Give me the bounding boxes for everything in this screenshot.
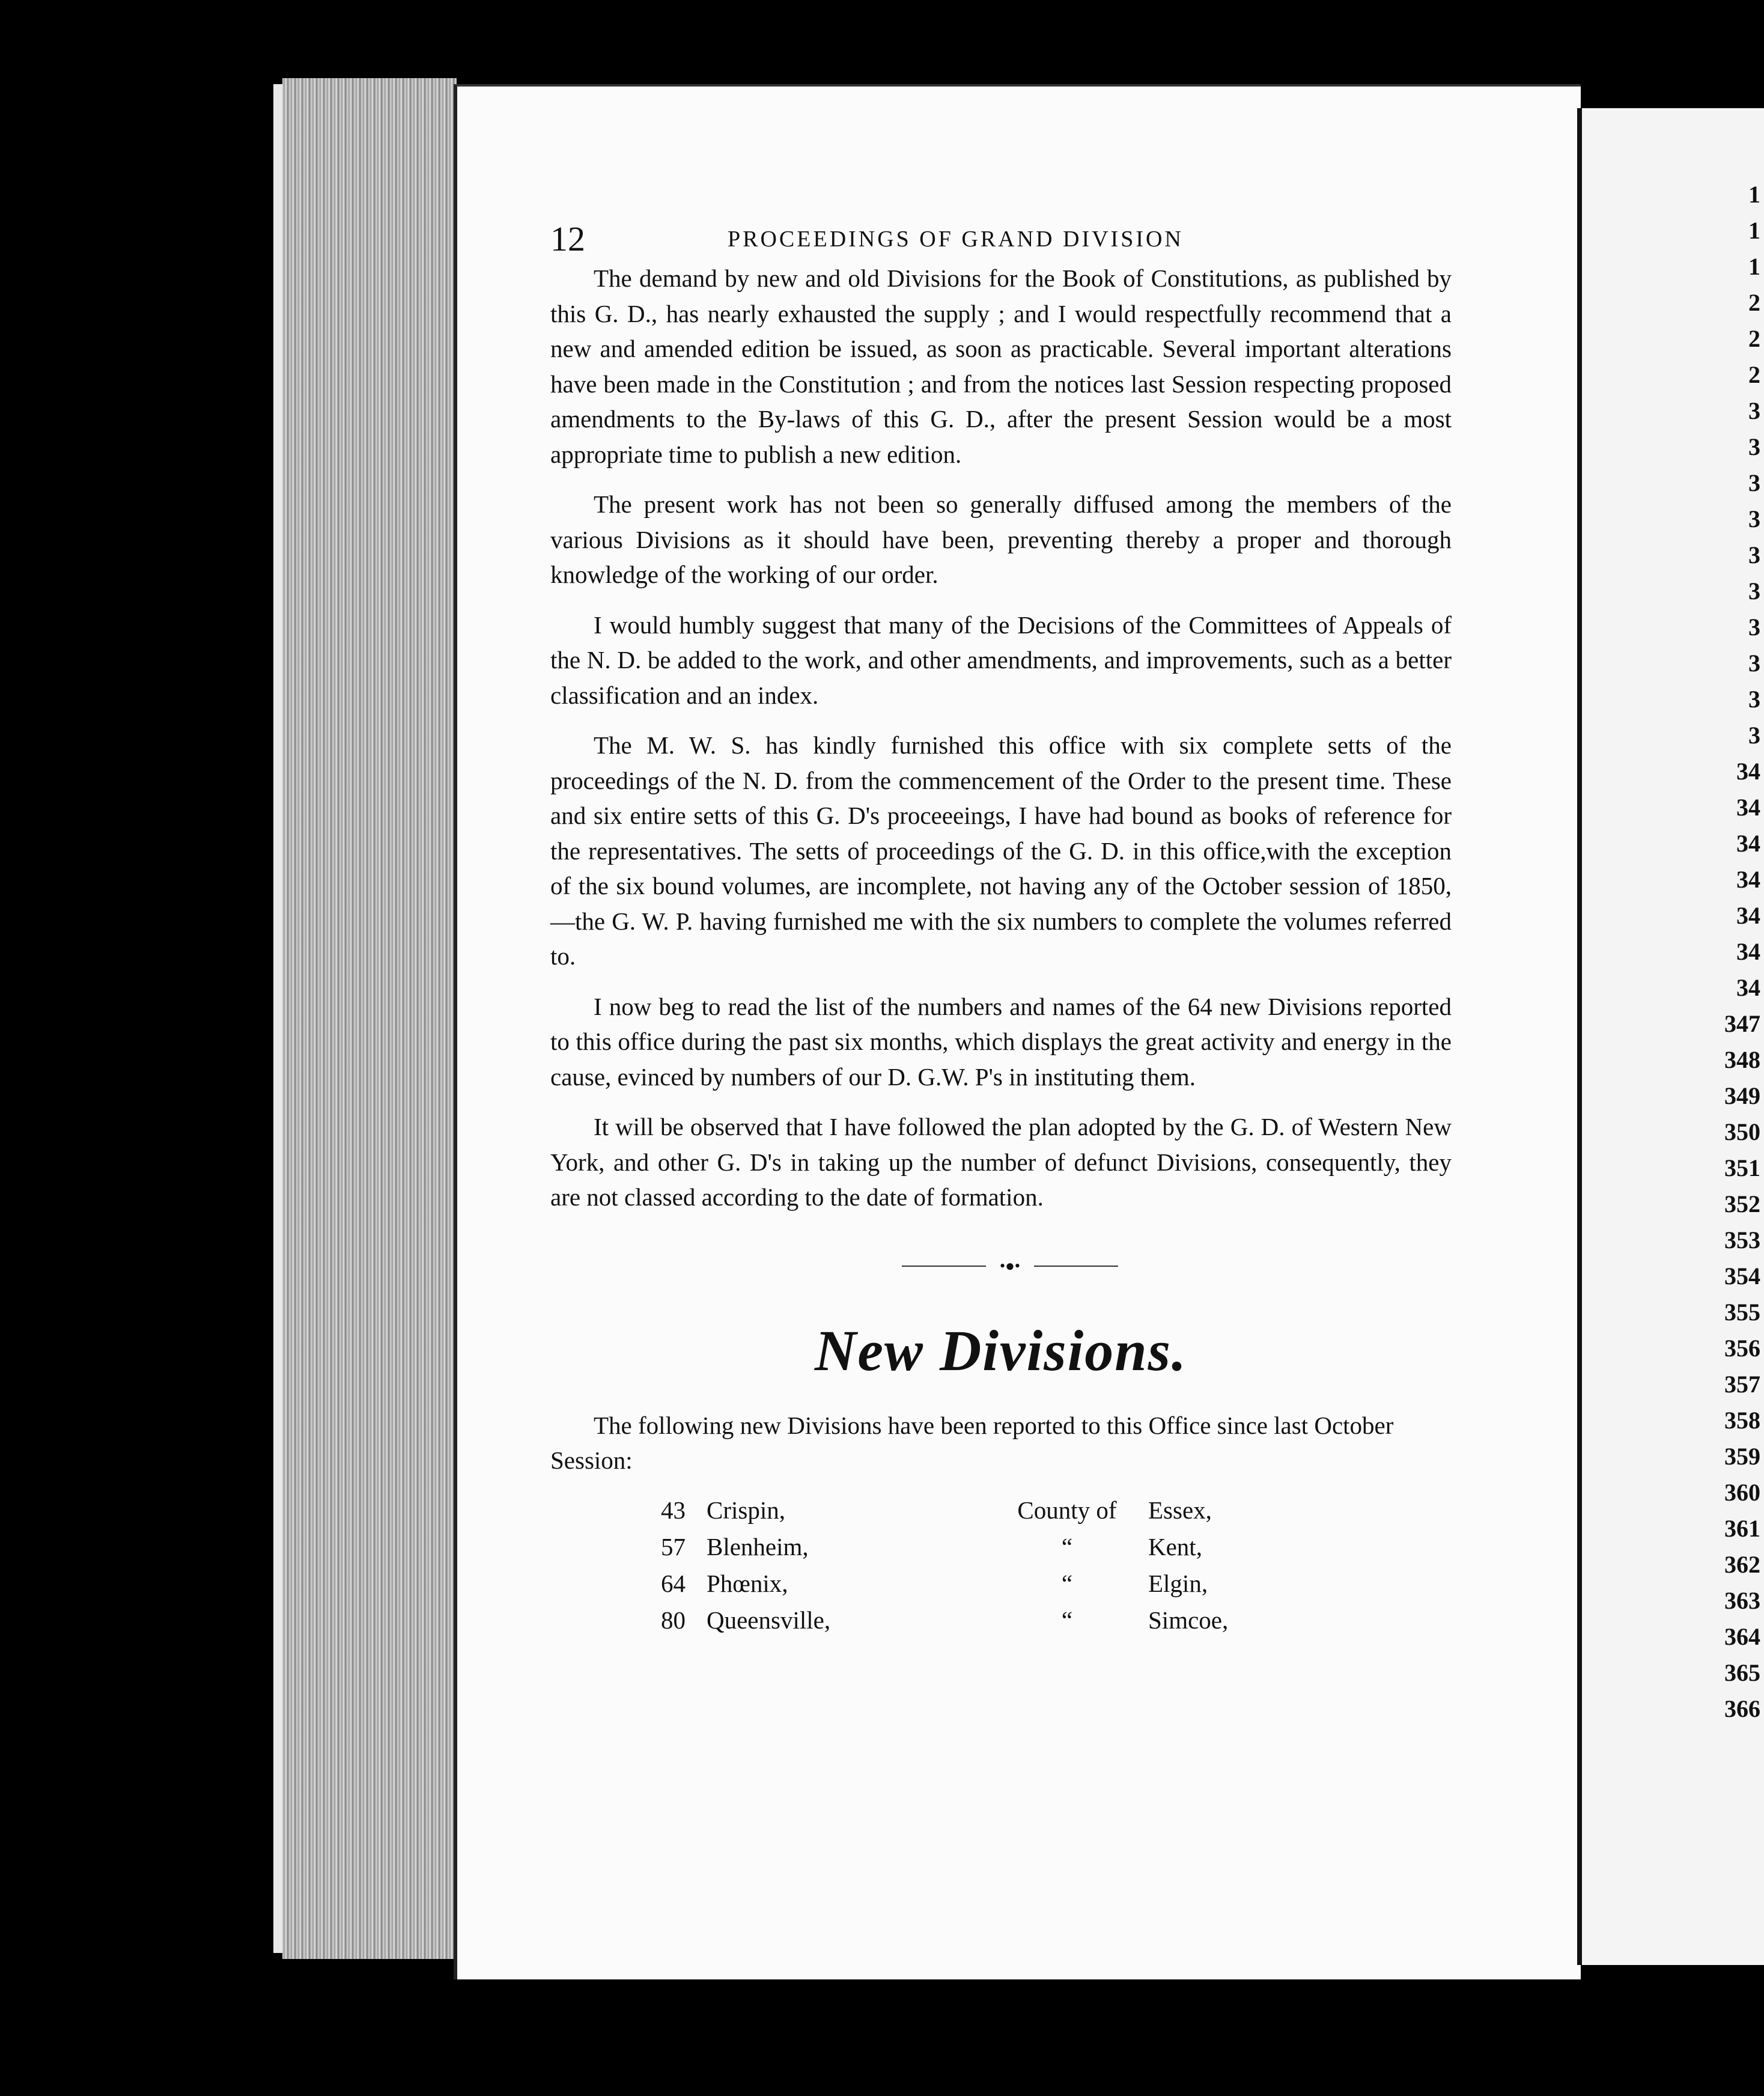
edge-line-number: 351 <box>1724 1154 1760 1181</box>
table-row <box>649 1606 1340 1642</box>
division-number: 43 <box>661 1496 686 1524</box>
edge-line-number: 353 <box>1724 1226 1760 1254</box>
table-row <box>649 1569 1340 1606</box>
division-county-label: “ <box>1061 1569 1073 1597</box>
paragraph-setts: The M. W. S. has kindly furnished this office with six complete setts of the proceedings of the N. D. from the commencement of the Order to the present time. These and six entire setts of this G. D's proceeeings, I have had bound as books of reference for the representatives. The setts of proceedings of the G. D. in this office,with the exception of the six bound volumes, are incomplete, not having any of the October session of 1850,—the G. W. P. having furnished me with the six numbers to complete the volumes referred to. <box>550 731 1452 970</box>
edge-line-number: 357 <box>1724 1371 1760 1398</box>
paragraph-constitutions: The demand by new and old Divisions for the Book of Constitutions, as published by this G. D., has nearly exhausted the supply ; and I would respectfully recommend that a new and amended edition be issued, as soon as practicable. Several important alterations have been made in the Constitution ; and from the notices last Session respecting proposed amendments to the By-laws of this G. D., after the present Session would be a most appropriate time to publish a new edition. <box>550 264 1452 468</box>
edge-line-number: 34 <box>1736 866 1760 893</box>
edge-line-number: 34 <box>1736 938 1760 965</box>
paragraph-new-divisions-list: I now beg to read the list of the numbers and names of the 64 new Divisions reported to this office during the past six months, which displays the great activity and energy in the cause, evinced by numbers of our D. G.W. P's in instituting them. <box>550 992 1452 1091</box>
edge-line-number: 2 <box>1748 361 1760 388</box>
edge-line-number: 34 <box>1736 902 1760 929</box>
left-page <box>454 84 1581 1979</box>
edge-line-number: 350 <box>1724 1118 1760 1145</box>
edge-line-number: 3 <box>1748 577 1760 605</box>
edge-line-number: 3 <box>1748 541 1760 568</box>
edge-line-number: 1 <box>1748 253 1760 280</box>
paragraph-defunct-divisions: It will be observed that I have followed the plan adopted by the G. D. of Western New York, and other G. D's in taking up the number of defunct Divisions, consequently, they are not classed according to the date of formation. <box>550 1113 1452 1211</box>
edge-line-number: 3 <box>1748 614 1760 641</box>
divisions-table <box>649 1496 1340 1642</box>
edge-line-number: 3 <box>1748 722 1760 749</box>
edge-line-number: 365 <box>1724 1659 1760 1686</box>
table-row <box>649 1496 1340 1532</box>
edge-line-number: 3 <box>1748 505 1760 532</box>
edge-line-number: 352 <box>1724 1190 1760 1217</box>
division-county-label: “ <box>1061 1606 1073 1634</box>
edge-line-number: 348 <box>1724 1046 1760 1073</box>
division-number: 57 <box>661 1532 686 1561</box>
edge-line-number: 349 <box>1724 1082 1760 1109</box>
division-county: Kent, <box>1148 1532 1202 1561</box>
division-county-label: “ <box>1061 1532 1073 1561</box>
edge-line-number: 362 <box>1724 1551 1760 1578</box>
edge-line-number: 360 <box>1724 1479 1760 1506</box>
edge-line-number: 3 <box>1748 686 1760 713</box>
division-county-label: County of <box>1017 1496 1117 1524</box>
paragraph-decisions: I would humbly suggest that many of the Decisions of the Committees of Appeals of the N. D. be added to the work, and other amendments, and improvements, such as a better classification and an index. <box>550 611 1452 709</box>
edge-line-number: 364 <box>1724 1623 1760 1650</box>
edge-line-number: 359 <box>1724 1443 1760 1470</box>
page-number: 12 <box>550 219 585 258</box>
book-page-edges <box>282 78 457 1959</box>
edge-line-number: 1 <box>1748 217 1760 244</box>
edge-line-number: 366 <box>1724 1695 1760 1722</box>
paragraph-present-work: The present work has not been so generally diffused among the members of the various Divisions as it should have been, preventing thereby a proper and thorough knowledge of the working of our order. <box>550 490 1452 588</box>
edge-line-number: 3 <box>1748 469 1760 496</box>
division-number: 64 <box>661 1569 686 1597</box>
division-number: 80 <box>661 1606 686 1634</box>
edge-line-number: 3 <box>1748 397 1760 424</box>
divisions-intro: The following new Divisions have been reported to this Office since last October Session: <box>550 1411 1394 1474</box>
ornament-dots: •●• <box>1000 1257 1020 1275</box>
table-row <box>649 1532 1340 1569</box>
edge-line-number: 361 <box>1724 1515 1760 1542</box>
division-name: Crispin, <box>707 1496 785 1524</box>
edge-line-number: 34 <box>1736 794 1760 821</box>
edge-line-number: 2 <box>1748 289 1760 316</box>
edge-line-number: 358 <box>1724 1407 1760 1434</box>
page-content <box>550 219 1452 1642</box>
division-county: Elgin, <box>1148 1569 1208 1597</box>
edge-line-number: 34 <box>1736 758 1760 785</box>
division-county: Essex, <box>1148 1496 1212 1524</box>
edge-line-number: 2 <box>1748 325 1760 352</box>
edge-line-number: 363 <box>1724 1587 1760 1614</box>
edge-line-number: 34 <box>1736 974 1760 1001</box>
running-head <box>550 219 1452 261</box>
edge-line-number: 355 <box>1724 1299 1760 1326</box>
division-name: Phœnix, <box>707 1569 788 1597</box>
edge-line-number: 1 <box>1748 181 1760 208</box>
division-county: Simcoe, <box>1148 1606 1229 1634</box>
right-page-edge <box>1577 108 1764 1965</box>
edge-line-number: 3 <box>1748 650 1760 677</box>
ornament-divider <box>902 1257 1118 1275</box>
edge-line-number: 347 <box>1724 1010 1760 1037</box>
running-head-title: PROCEEDINGS OF GRAND DIVISION <box>728 227 1184 252</box>
edge-line-number: 356 <box>1724 1335 1760 1362</box>
section-title: New Divisions. <box>814 1318 1188 1383</box>
division-name: Queensville, <box>707 1606 831 1634</box>
edge-line-number: 34 <box>1736 830 1760 857</box>
edge-line-number: 3 <box>1748 433 1760 460</box>
division-name: Blenheim, <box>707 1532 809 1561</box>
edge-line-number: 354 <box>1724 1263 1760 1290</box>
